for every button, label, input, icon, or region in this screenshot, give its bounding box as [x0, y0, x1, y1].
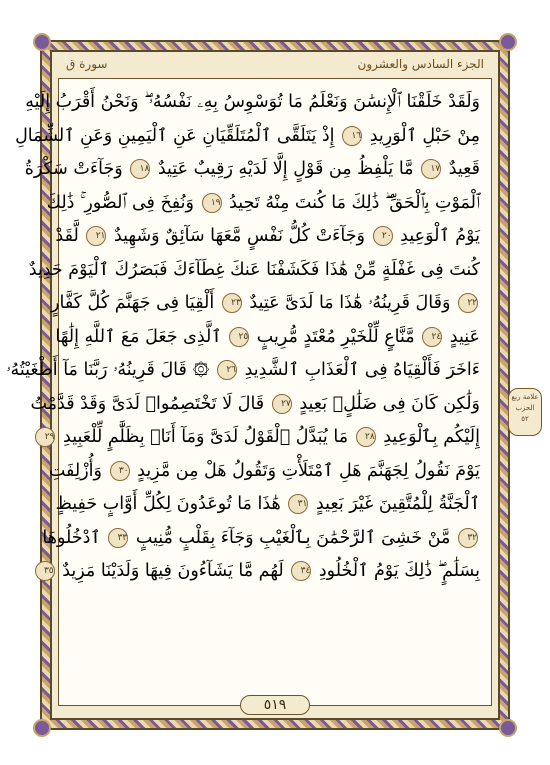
- verse-text: مَّنْ خَشِىَ ٱلرَّحْمَٰنَ بِٱلْغَيْبِ وَجَآءَ بِقَلْبٍ مُّنِيبٍ: [135, 527, 451, 548]
- ayah-number-marker: ٣٥: [35, 561, 55, 581]
- ayah-number-marker: ٢٣: [222, 293, 242, 313]
- verse-text: ٱلْمَوْتِ بِٱلْحَقِّ ۖ ذَٰلِكَ مَا كُنتَ مِنْهُ تَحِيدُ: [229, 192, 480, 213]
- verse-text: أَلْقِيَا فِى جَهَنَّمَ كُلَّ كَفَّارٍ: [51, 293, 215, 313]
- verse-text: هَٰذَا مَا تُوعَدُونَ لِكُلِّ أَوَّابٍ حَفِيظٍ: [55, 494, 281, 514]
- verse-text: مَّا يَلْفِظُ مِن قَوْلٍ إِلَّا لَدَيْهِ رَقِيبٌ عَتِيدٌ: [157, 159, 414, 179]
- surah-title: سورة ق: [66, 57, 108, 71]
- verse-text: لَهُم مَّا يَشَآءُونَ فِيهَا وَلَدَيْنَا مَزِيدٌ: [62, 561, 284, 581]
- ayah-number-marker: ٢٨: [356, 427, 376, 447]
- verse-line: [25, 86, 480, 120]
- hizb-quarter-marker: [508, 388, 542, 436]
- verse-text: ٱلَّذِى جَعَلَ مَعَ ٱللَّهِ إِلَٰهًا: [55, 326, 222, 347]
- verse-line: [55, 488, 480, 522]
- verse-line: [51, 287, 480, 321]
- corner-ornament-icon: [33, 719, 51, 737]
- hizb-marker-label: علامة ربع: [511, 393, 539, 401]
- verse-text: ٱلْجَنَّةُ لِلْمُتَّقِينَ غَيْرَ بَعِيدٍ: [315, 494, 480, 514]
- ayah-number-marker: ٢٠: [373, 226, 393, 246]
- verse-text: كُنتَ فِى غَفْلَةٍ مِّنْ هَٰذَا فَكَشَفْنَا عَنكَ غِطَآءَكَ فَبَصَرُكَ ٱلْيَوْمَ حَدِيدٌ: [28, 259, 480, 280]
- corner-ornament-icon: [499, 719, 517, 737]
- verse-line: [6, 354, 480, 388]
- corner-ornament-icon: [33, 33, 51, 51]
- ayah-number-marker: ١٦: [342, 126, 362, 146]
- verse-text: يَوْمُ ٱلْوَعِيدِ: [400, 226, 480, 246]
- verse-text: مَا يُبَدَّلُ ٱلْقَوْلُ لَدَىَّ وَمَآ أَنَا۠ بِظَلَّٰمٍ لِّلْعَبِيدِ: [63, 427, 349, 447]
- verse-line: [48, 455, 480, 489]
- verse-line: [15, 120, 480, 154]
- ayah-number-marker: ٣١: [288, 494, 308, 514]
- verse-text: وَقَالَ قَرِينُهُۥ هَٰذَا مَا لَدَىَّ عَتِيدٌ: [249, 293, 451, 313]
- ayah-number-marker: ٢٧: [272, 394, 292, 414]
- ayah-number-marker: ٢٤: [422, 327, 442, 347]
- ayah-number-marker: ٢٥: [229, 327, 249, 347]
- page-header: [60, 54, 490, 76]
- verse-line: [28, 254, 480, 288]
- verse-text: ءَاخَرَ فَأَلْقِيَاهُ فِى ٱلْعَذَابِ ٱلشَّدِيدِ: [244, 360, 480, 380]
- verse-text: وَجَآءَتْ كُلُّ نَفْسٍ مَّعَهَا سَآئِقٌ وَشَهِيدٌ: [113, 226, 365, 246]
- verse-text: وَنُفِخَ فِى ٱلصُّورِ ۚ ذَٰلِكَ: [46, 192, 194, 213]
- corner-ornament-icon: [499, 33, 517, 51]
- verse-text: لَّقَدْ: [55, 226, 79, 246]
- verse-text: وَلَقَدْ خَلَقْنَا ٱلْإِنسَٰنَ وَنَعْلَمُ مَا تُوَسْوِسُ بِهِۦ نَفْسُهُۥ ۖ وَنَحْنُ أَقْرَبُ إِلَيْهِ: [25, 92, 480, 112]
- verse-line: [30, 388, 480, 422]
- verse-text: بِسَلَٰمٍ ۖ ذَٰلِكَ يَوْمُ ٱلْخُلُودِ: [318, 561, 480, 581]
- verse-line: [24, 153, 480, 187]
- ayah-number-marker: ٣٣: [108, 528, 128, 548]
- verse-text: مِنْ حَبْلِ ٱلْوَرِيدِ: [369, 125, 480, 146]
- verse-line: [42, 522, 480, 556]
- juz-title: الجزء السادس والعشرون: [357, 57, 484, 71]
- verse-text: وَلَٰكِن كَانَ فِى ضَلَٰلٍۭ بَعِيدٍ: [299, 393, 480, 414]
- verse-text: ٱدْخُلُوهَا: [42, 527, 101, 548]
- verses-block: [6, 86, 480, 589]
- verse-line: [55, 220, 480, 254]
- page-number: ٥١٩: [240, 695, 310, 715]
- verse-text: عَنِيدٍ: [449, 326, 480, 347]
- ayah-number-marker: ٢١: [86, 226, 106, 246]
- ayah-number-marker: ١٧: [421, 159, 441, 179]
- verse-text: وَجَآءَتْ سَكْرَةُ: [24, 159, 123, 179]
- hizb-marker-number: ٥٢: [521, 415, 529, 423]
- ayah-number-marker: ٣٤: [291, 561, 311, 581]
- verse-line: [44, 421, 480, 455]
- verse-text: يَوْمَ نَقُولُ لِجَهَنَّمَ هَلِ ٱمْتَلَأْتِ وَتَقُولُ هَلْ مِن مَّزِيدٍ: [137, 460, 480, 481]
- verse-text: وَأُزْلِفَتِ: [48, 460, 102, 481]
- ayah-number-marker: ٢٩: [35, 427, 55, 447]
- hizb-marker-word: الحزب: [515, 404, 535, 412]
- verse-text: إِذْ يَتَلَقَّى ٱلْمُتَلَقِّيَانِ عَنِ ٱلْيَمِينِ وَعَنِ ٱلشِّمَالِ: [15, 125, 335, 146]
- verse-line: [55, 321, 480, 355]
- verse-text: ۞ قَالَ قَرِينُهُۥ رَبَّنَا مَآ أَطْغَيْتُهُۥ: [6, 360, 210, 380]
- verse-text: قَعِيدٌ: [448, 159, 480, 179]
- ayah-number-marker: ١٨: [130, 159, 150, 179]
- ayah-number-marker: ٢٢: [458, 293, 478, 313]
- ayah-number-marker: ٣٢: [458, 528, 478, 548]
- ayah-number-marker: ٣٠: [110, 461, 130, 481]
- ayah-number-marker: ٢٦: [217, 360, 237, 380]
- page-number-footer: [0, 694, 550, 715]
- verse-text: قَالَ لَا تَخْتَصِمُوا۟ لَدَىَّ وَقَدْ قَدَّمْتُ: [30, 393, 265, 414]
- ayah-number-marker: ١٩: [202, 193, 222, 213]
- verse-text: مَّنَّاعٍ لِّلْخَيْرِ مُعْتَدٍ مُّرِيبٍ: [256, 326, 415, 347]
- verse-text: إِلَيْكُم بِٱلْوَعِيدِ: [383, 427, 480, 447]
- verse-line: [43, 555, 480, 589]
- verse-line: [46, 187, 480, 221]
